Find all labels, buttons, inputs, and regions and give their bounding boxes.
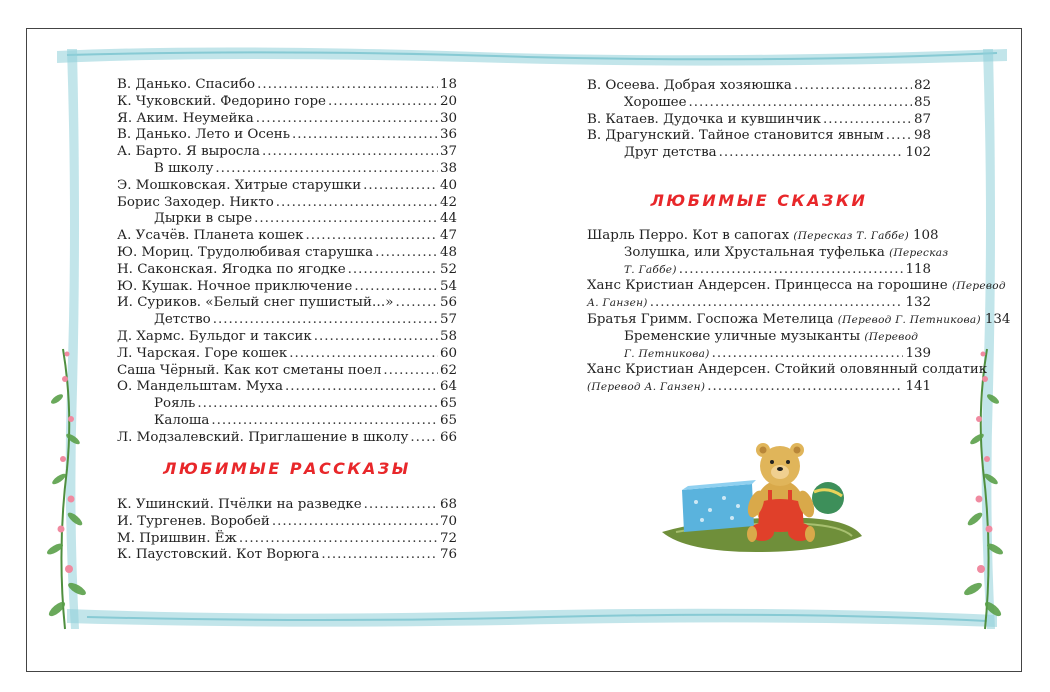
- toc-leader-dots: [262, 144, 438, 161]
- toc-leader-dots: [395, 295, 437, 312]
- toc-entry-title: А. Усачёв. Планета кошек: [117, 228, 304, 244]
- toc-entry[interactable]: [117, 531, 457, 548]
- toc-entry-title: [587, 379, 705, 396]
- toc-entry-title: И. Тургенев. Воробей: [117, 513, 270, 529]
- toc-leader-dots: [348, 262, 438, 279]
- translator-note: (Пересказ: [889, 246, 949, 259]
- toc-entry-title-text: Бременские уличные музыканты: [624, 328, 861, 344]
- toc-entry-title-text: Шарль Перро. Кот в сапогах: [587, 228, 790, 243]
- toc-stories-list: [117, 497, 457, 564]
- toc-entry-title: Калоша: [154, 412, 210, 428]
- toc-entry-line: [587, 295, 931, 312]
- toc-entry[interactable]: [117, 144, 457, 161]
- toc-leader-dots: [364, 497, 438, 514]
- toc-page-number: 58: [439, 328, 457, 344]
- toc-page-number: 108: [913, 228, 939, 243]
- toc-leader-dots: [239, 531, 438, 548]
- toc-entry-title: Детство: [154, 312, 211, 328]
- toc-entry-title-text: Братья Гримм. Госпожа Метелица: [587, 311, 834, 327]
- toc-entry-line: [587, 362, 988, 379]
- toc-leader-dots: [823, 112, 912, 129]
- gift-box: [682, 480, 756, 532]
- toc-entry-title: Рояль: [154, 396, 196, 412]
- section-title-stories: ЛЮБИМЫЕ РАССКАЗЫ: [163, 459, 411, 478]
- toc-leader-dots: [272, 514, 438, 531]
- toc-page-number: 134: [984, 311, 1011, 327]
- translator-note: (Перевод: [951, 280, 1006, 293]
- toc-entry[interactable]: [587, 95, 931, 112]
- toc-leader-dots: [289, 346, 438, 363]
- toc-entry-line: [587, 346, 931, 363]
- toc-leader-dots: [292, 127, 438, 144]
- toc-leader-dots: [719, 145, 904, 162]
- toc-leader-dots: [256, 111, 438, 128]
- toc-entry[interactable]: [117, 514, 457, 531]
- toc-page-number: 60: [439, 345, 457, 361]
- toc-leader-dots: [254, 211, 438, 228]
- translator-note: (Перевод А. Ганзен): [587, 381, 706, 394]
- toc-page-number: 64: [439, 379, 457, 395]
- toc-page-number: 72: [439, 530, 457, 546]
- toc-page-number: 37: [439, 144, 457, 160]
- toc-entry-title: В. Осеева. Добрая хозяюшка: [587, 78, 792, 93]
- toc-page-number: 68: [439, 497, 457, 512]
- translator-note: (Перевод: [864, 330, 919, 343]
- translator-note: А. Ганзен): [587, 297, 648, 310]
- toc-page-number: 66: [439, 429, 457, 445]
- toc-leader-dots: [285, 379, 438, 396]
- toc-entry[interactable]: [587, 362, 988, 396]
- toc-entry[interactable]: [117, 329, 457, 346]
- toc-entry[interactable]: [117, 295, 457, 312]
- toc-entry[interactable]: [117, 379, 457, 396]
- toc-entry[interactable]: [117, 211, 457, 228]
- toc-entry-title: В школу: [154, 160, 214, 176]
- toc-entry[interactable]: [117, 363, 457, 380]
- toc-entry-title: В. Данько. Лето и Осень: [117, 127, 291, 143]
- toc-page-number: 54: [439, 278, 457, 294]
- translator-note: Т. Габбе): [624, 263, 677, 276]
- toc-entry-title: Ю. Мориц. Трудолюбивая старушка: [117, 244, 374, 260]
- toc-page-number: 98: [913, 128, 931, 144]
- toc-page-number: 18: [439, 77, 457, 92]
- toc-entry[interactable]: [587, 78, 931, 95]
- toc-entry-title: А. Барто. Я выросла: [117, 144, 260, 160]
- toc-entry-title: [587, 295, 648, 312]
- toc-page-number: 42: [439, 194, 457, 210]
- toc-leader-dots: [354, 279, 438, 296]
- toc-page-number: 87: [913, 111, 931, 127]
- toc-page-number: 141: [905, 379, 931, 395]
- toc-entry[interactable]: [117, 127, 457, 144]
- toc-entry[interactable]: [117, 279, 457, 296]
- toc-page-number: 38: [439, 160, 457, 176]
- toc-page-number: 44: [439, 211, 457, 227]
- toc-entry-title: В. Катаев. Дудочка и кувшинчик: [587, 111, 822, 127]
- toc-page-number: 36: [439, 127, 457, 143]
- toc-entry-title: Друг детства: [624, 145, 717, 161]
- toc-entry-title: Дырки в сыре: [154, 211, 253, 227]
- toc-entry-title: Я. Аким. Неумейка: [117, 110, 254, 126]
- toc-entry[interactable]: [117, 497, 457, 514]
- toc-entry-line: [587, 329, 931, 346]
- toc-entry-title: Д. Хармс. Бульдог и таксик: [117, 328, 312, 344]
- toc-entry[interactable]: [587, 228, 939, 245]
- toc-entry[interactable]: [587, 112, 931, 129]
- section-title-tales: ЛЮБИМЫЕ СКАЗКИ: [650, 191, 868, 210]
- toc-page-number: 20: [439, 93, 457, 109]
- toc-leader-dots: [328, 94, 438, 111]
- toc-leader-dots: [257, 77, 438, 94]
- toc-entry-title: К. Чуковский. Федорино горе: [117, 93, 326, 109]
- toc-leader-dots: [215, 161, 438, 178]
- toc-entry-title: Л. Модзалевский. Приглашение в школу: [117, 429, 409, 445]
- toc-leader-dots: [689, 95, 912, 112]
- toc-entry-title: [587, 346, 710, 363]
- toc-entry-line: [587, 262, 931, 279]
- toc-entry-title: [587, 262, 677, 279]
- toc-entry-title-text: Ханс Кристиан Андерсен. Стойкий оловянный солдатик: [587, 362, 988, 378]
- toc-page-number: 102: [905, 145, 931, 161]
- toc-entry[interactable]: [587, 128, 931, 145]
- toc-page-number: 30: [439, 110, 457, 126]
- toc-entry-title: Э. Мошковская. Хитрые старушки: [117, 177, 362, 193]
- toc-left-column: [117, 77, 457, 447]
- toc-entry[interactable]: [117, 245, 457, 262]
- toc-leader-dots: [211, 413, 438, 430]
- toc-leader-dots: [679, 262, 904, 279]
- toc-leader-dots: [650, 295, 904, 312]
- translator-note: (Пересказ Т. Габбе): [793, 230, 909, 242]
- toc-page-number: 65: [439, 396, 457, 412]
- toc-page-number: 52: [439, 261, 457, 277]
- toc-page-number: 82: [913, 78, 931, 93]
- toc-entry[interactable]: [117, 228, 457, 245]
- toc-entry-line: [587, 311, 1011, 329]
- toc-entry-title: [587, 278, 1006, 295]
- ball: [812, 482, 844, 514]
- toc-leader-dots: [707, 379, 903, 396]
- toc-entry[interactable]: [587, 278, 1006, 312]
- toc-entry[interactable]: [587, 311, 1011, 329]
- toc-entry[interactable]: [117, 413, 457, 430]
- toc-leader-dots: [197, 396, 438, 413]
- toc-page-number: 76: [439, 547, 457, 563]
- toc-page-number: 56: [439, 295, 457, 311]
- toc-entry-title: И. Суриков. «Белый снег пушистый…»: [117, 295, 394, 311]
- toc-entry[interactable]: [117, 195, 457, 212]
- toc-entry-title: [587, 228, 909, 245]
- toc-page-number: 139: [905, 345, 931, 361]
- teddy-bear: [745, 443, 818, 542]
- toc-entry[interactable]: [117, 312, 457, 329]
- toc-entry-title: М. Пришвин. Ёж: [117, 530, 237, 546]
- toc-entry-title: Ю. Кушак. Ночное приключение: [117, 278, 353, 294]
- toc-entry-title: В. Данько. Спасибо: [117, 77, 256, 92]
- toc-entry-title: [587, 312, 981, 329]
- toc-entry[interactable]: [117, 396, 457, 413]
- toc-entry-title: [587, 329, 918, 346]
- translator-note: Г. Петникова): [624, 347, 710, 360]
- toc-entry-title-text: Золушка, или Хрустальная туфелька: [624, 244, 885, 260]
- toc-entry-title: В. Драгунский. Тайное становится явным: [587, 128, 884, 144]
- toc-entry-title: К. Паустовский. Кот Ворюга: [117, 547, 320, 563]
- toc-entry[interactable]: [117, 94, 457, 111]
- toc-entry-title: Борис Заходер. Никто: [117, 194, 274, 210]
- toc-entry[interactable]: [587, 244, 949, 279]
- toc-page-number: 118: [905, 261, 931, 277]
- toc-entry-line: [587, 244, 949, 262]
- toc-leader-dots: [363, 178, 438, 195]
- toc-entry-line: [587, 379, 931, 396]
- toc-entry-title: Н. Саконская. Ягодка по ягодке: [117, 261, 346, 277]
- toc-leader-dots: [276, 195, 438, 212]
- toc-entry[interactable]: [587, 329, 931, 363]
- toc-entry-line: [587, 228, 939, 245]
- toc-page-number: 132: [905, 295, 931, 311]
- toc-page-number: 47: [439, 228, 457, 244]
- toc-entry[interactable]: [117, 161, 457, 178]
- toc-leader-dots: [305, 228, 437, 245]
- toc-entry-title: К. Ушинский. Пчёлки на разведке: [117, 497, 362, 512]
- toc-tales-list: [587, 228, 1011, 396]
- toc-page-number: 40: [439, 177, 457, 193]
- toc-entry[interactable]: [117, 77, 457, 94]
- toc-entry-title: О. Мандельштам. Муха: [117, 379, 283, 395]
- toc-entry-title: Саша Чёрный. Как кот сметаны поел: [117, 362, 382, 378]
- toc-entry-title: [587, 245, 948, 262]
- toc-entry-title: Л. Чарская. Горе кошек: [117, 345, 288, 361]
- toc-page-number: 48: [439, 244, 457, 260]
- toc-entry[interactable]: [117, 178, 457, 195]
- toc-entry[interactable]: [117, 262, 457, 279]
- toc-page-number: 85: [913, 94, 931, 110]
- toc-page-number: 57: [439, 312, 457, 328]
- toc-page-number: 70: [439, 513, 457, 529]
- toc-leader-dots: [375, 245, 438, 262]
- toc-leader-dots: [383, 363, 438, 380]
- toc-right-column: [587, 78, 931, 162]
- toc-leader-dots: [321, 547, 438, 564]
- toc-entry-title: [587, 362, 987, 379]
- toc-entry-line: [587, 278, 1006, 295]
- toc-entry-title: Хорошее: [624, 94, 687, 110]
- toc-leader-dots: [314, 329, 438, 346]
- toc-leader-dots: [213, 312, 438, 329]
- toc-entry[interactable]: [117, 346, 457, 363]
- teddy-bear-illustration: [656, 440, 866, 560]
- toc-leader-dots: [794, 78, 912, 95]
- toc-leader-dots: [410, 430, 438, 447]
- toc-entry[interactable]: [587, 145, 931, 162]
- toc-entry[interactable]: [117, 430, 457, 447]
- toc-page-number: 65: [439, 412, 457, 428]
- toc-entry[interactable]: [117, 547, 457, 564]
- translator-note: (Перевод Г. Петникова): [837, 313, 981, 326]
- toc-entry[interactable]: [117, 111, 457, 128]
- toc-page-number: 62: [439, 362, 457, 378]
- toc-entry-title-text: Ханс Кристиан Андерсен. Принцесса на горошине: [587, 278, 948, 294]
- toc-leader-dots: [712, 346, 904, 363]
- toc-leader-dots: [886, 128, 912, 145]
